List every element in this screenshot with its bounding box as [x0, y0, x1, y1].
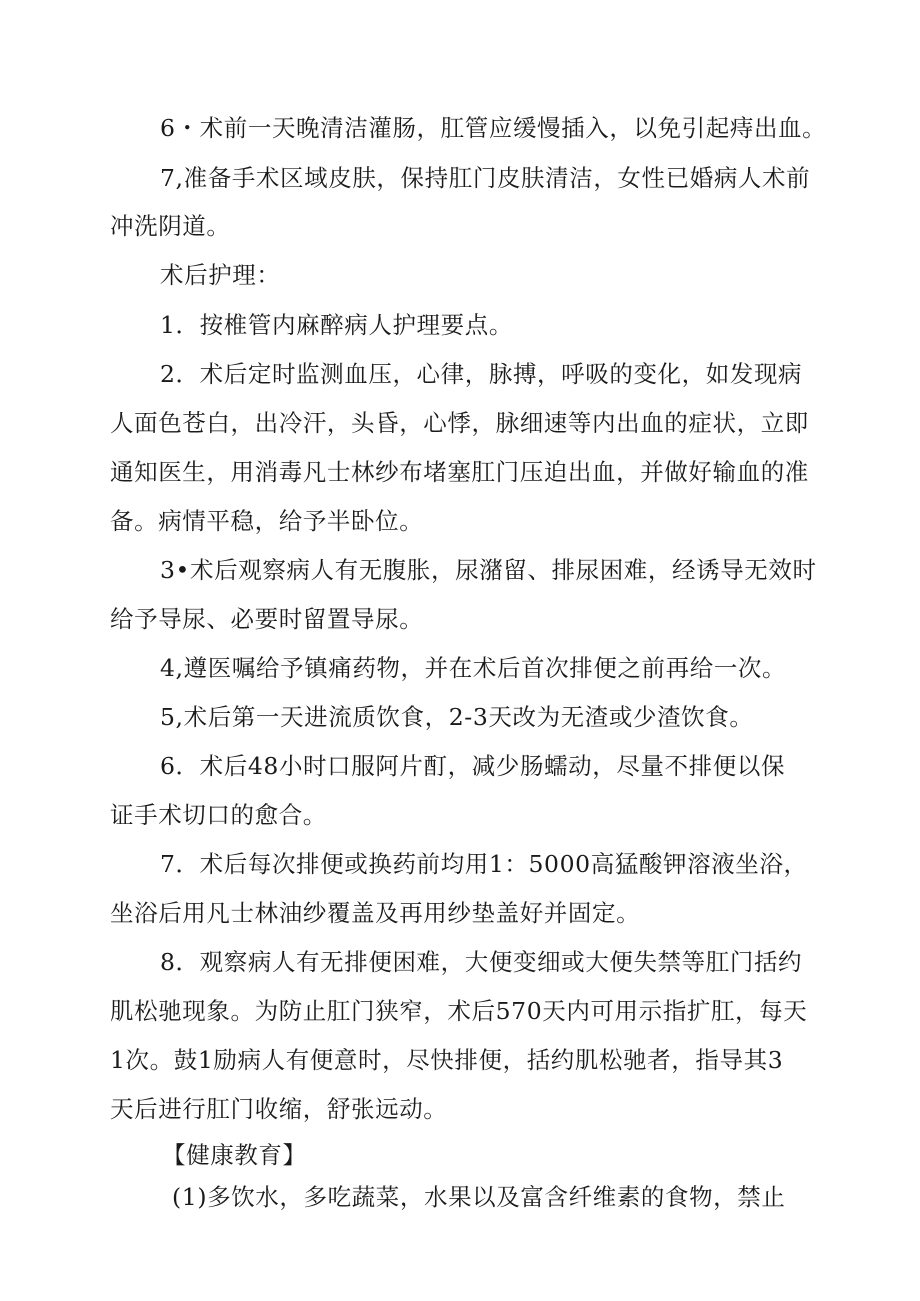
text-line-post-op-2: 2．术后定时监测血压，心律，脉搏，呼吸的变化，如发现病: [160, 360, 803, 388]
text-line-post-op-8: 8．观察病人有无排便困难，大便变细或大便失禁等肛门括约: [160, 948, 803, 976]
text-line-post-op-4: 4,遵医嘱给予镇痛药物，并在术后首次排便之前再给一次。: [160, 654, 787, 682]
text-line-health-education-1: (1)多饮水，多吃蔬菜，水果以及富含纤维素的食物，禁止: [172, 1183, 786, 1211]
text-line-post-op-8-cont-c: 天后进行肛门收缩，舒张远动。: [110, 1095, 448, 1123]
text-line-post-op-2-cont-a: 人面色苍白，出冷汗，头昏，心悸，脉细速等内出血的症状，立即: [110, 409, 809, 437]
text-line-post-op-8-cont-a: 肌松驰现象。为防止肛门狭窄，术后570天内可用示指扩肛，每天: [110, 997, 808, 1025]
text-line-post-op-6-cont: 证手术切口的愈合。: [110, 801, 327, 829]
text-line-post-op-1: 1．按椎管内麻醉病人护理要点。: [160, 311, 513, 339]
text-line-pre-op-6: 6・术前一天晚清洁灌肠，肛管应缓慢插入，以免引起痔出血。: [160, 114, 827, 142]
text-line-pre-op-7: 7,准备手术区域皮肤，保持肛门皮肤清洁，女性已婚病人术前: [160, 164, 811, 192]
section-heading-health-education: 【健康教育】: [162, 1141, 307, 1169]
text-line-post-op-5: 5,术后第一天进流质饮食，2-3天改为无渣或少渣饮食。: [160, 703, 754, 731]
text-line-post-op-7: 7．术后每次排便或换药前均用1：5000高猛酸钾溶液坐浴，: [160, 850, 808, 878]
text-line-pre-op-7-cont: 冲洗阴道。: [110, 212, 231, 240]
text-line-post-op-3: 3•术后观察病人有无腹胀，尿潴留、排尿困难，经诱导无效时: [160, 556, 817, 584]
text-line-post-op-7-cont: 坐浴后用凡士林油纱覆盖及再用纱垫盖好并固定。: [110, 899, 641, 927]
text-line-post-op-2-cont-c: 备。病情平稳，给予半卧位。: [110, 507, 424, 535]
section-heading-post-op-care: 术后护理：: [160, 261, 281, 289]
text-line-post-op-2-cont-b: 通知医生，用消毒凡士林纱布堵塞肛门压迫出血，并做好输血的准: [110, 458, 809, 486]
text-line-post-op-6: 6．术后48小时口服阿片酊，减少肠蠕动，尽量不排便以保: [160, 752, 786, 780]
text-line-post-op-3-cont: 给予导尿、必要时留置导尿。: [110, 605, 424, 633]
text-line-post-op-8-cont-b: 1次。鼓1励病人有便意时，尽快排便，括约肌松驰者，指导其3: [110, 1046, 784, 1074]
